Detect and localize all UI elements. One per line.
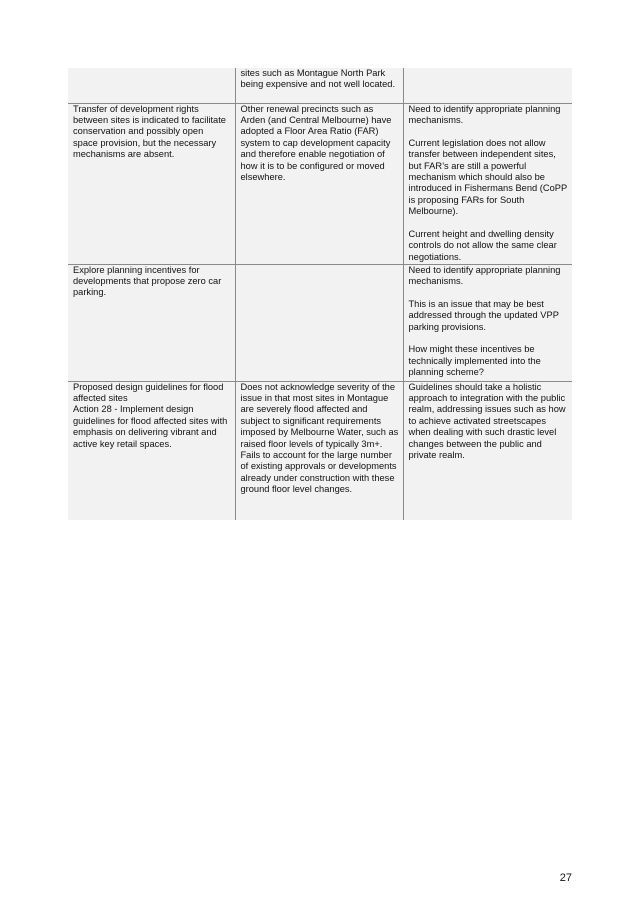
- comment-cell: [235, 381, 403, 520]
- response-paragraph: How might these incentives be technically implemented into the planning scheme?: [408, 344, 541, 378]
- response-paragraph: Current height and dwelling density controls do not allow the same clear negotiations.: [408, 228, 557, 262]
- response-cell: [403, 381, 572, 520]
- response-cell: [403, 103, 572, 264]
- comment-text: sites such as Montague North Park being expensive and not well located.: [240, 68, 396, 90]
- response-paragraph: Current legislation does not allow transfer between independent sites, but FAR’s are still a powerful mechanism which should also be introduced in Fishermans Bend (CoPP is proposing FARs for South Melbourne).: [408, 137, 567, 217]
- response-paragraph: Guidelines should take a holistic approach to integration with the public realm, addressing issues such as how to achieve activated streetscapes when dealing with such drastic level changes between the public and private realm.: [408, 381, 566, 460]
- comment-cell: [235, 264, 403, 381]
- page-number: 27: [559, 872, 572, 884]
- response-paragraph: Need to identify appropriate planning mechanisms.: [408, 264, 561, 286]
- table-row: [68, 381, 572, 520]
- issue-text: Proposed design guidelines for flood affected sites Action 28 - Implement design guidelines for flood affected sites with emphasis on delivering vibrant and active key retail spaces.: [73, 381, 228, 449]
- issue-text: Explore planning incentives for developments that propose zero car parking.: [73, 264, 222, 298]
- table-row: [68, 68, 572, 103]
- response-paragraph: Need to identify appropriate planning mechanisms.: [408, 103, 561, 125]
- response-cell: [403, 264, 572, 381]
- comments-table: [68, 68, 572, 520]
- response-paragraph: This is an issue that may be best addressed through the updated VPP parking provisions.: [408, 298, 559, 332]
- table-row: [68, 103, 572, 264]
- comment-cell: [235, 68, 403, 103]
- comment-cell: [235, 103, 403, 264]
- comment-text: Does not acknowledge severity of the issue in that most sites in Montague are severely flood affected and subject to significant requirements imposed by Melbourne Water, such as raised floor levels of typically 3m+. Fails to account for the large number of existing approvals or developments already under construction with these ground floor level changes.: [240, 381, 399, 495]
- response-cell: [403, 68, 572, 103]
- issue-cell: [68, 381, 235, 520]
- issue-cell: [68, 264, 235, 381]
- issue-cell: [68, 103, 235, 264]
- issue-text: Transfer of development rights between sites is indicated to facilitate conservation and possibly open space provision, but the necessary mechanisms are absent.: [73, 103, 226, 160]
- issue-cell: [68, 68, 235, 103]
- comment-text: Other renewal precincts such as Arden (and Central Melbourne) have adopted a Floor Area Ratio (FAR) system to cap development capacity and therefore enable negotiation of how it is to be configured or moved elsewhere.: [240, 103, 392, 182]
- table-row: [68, 264, 572, 381]
